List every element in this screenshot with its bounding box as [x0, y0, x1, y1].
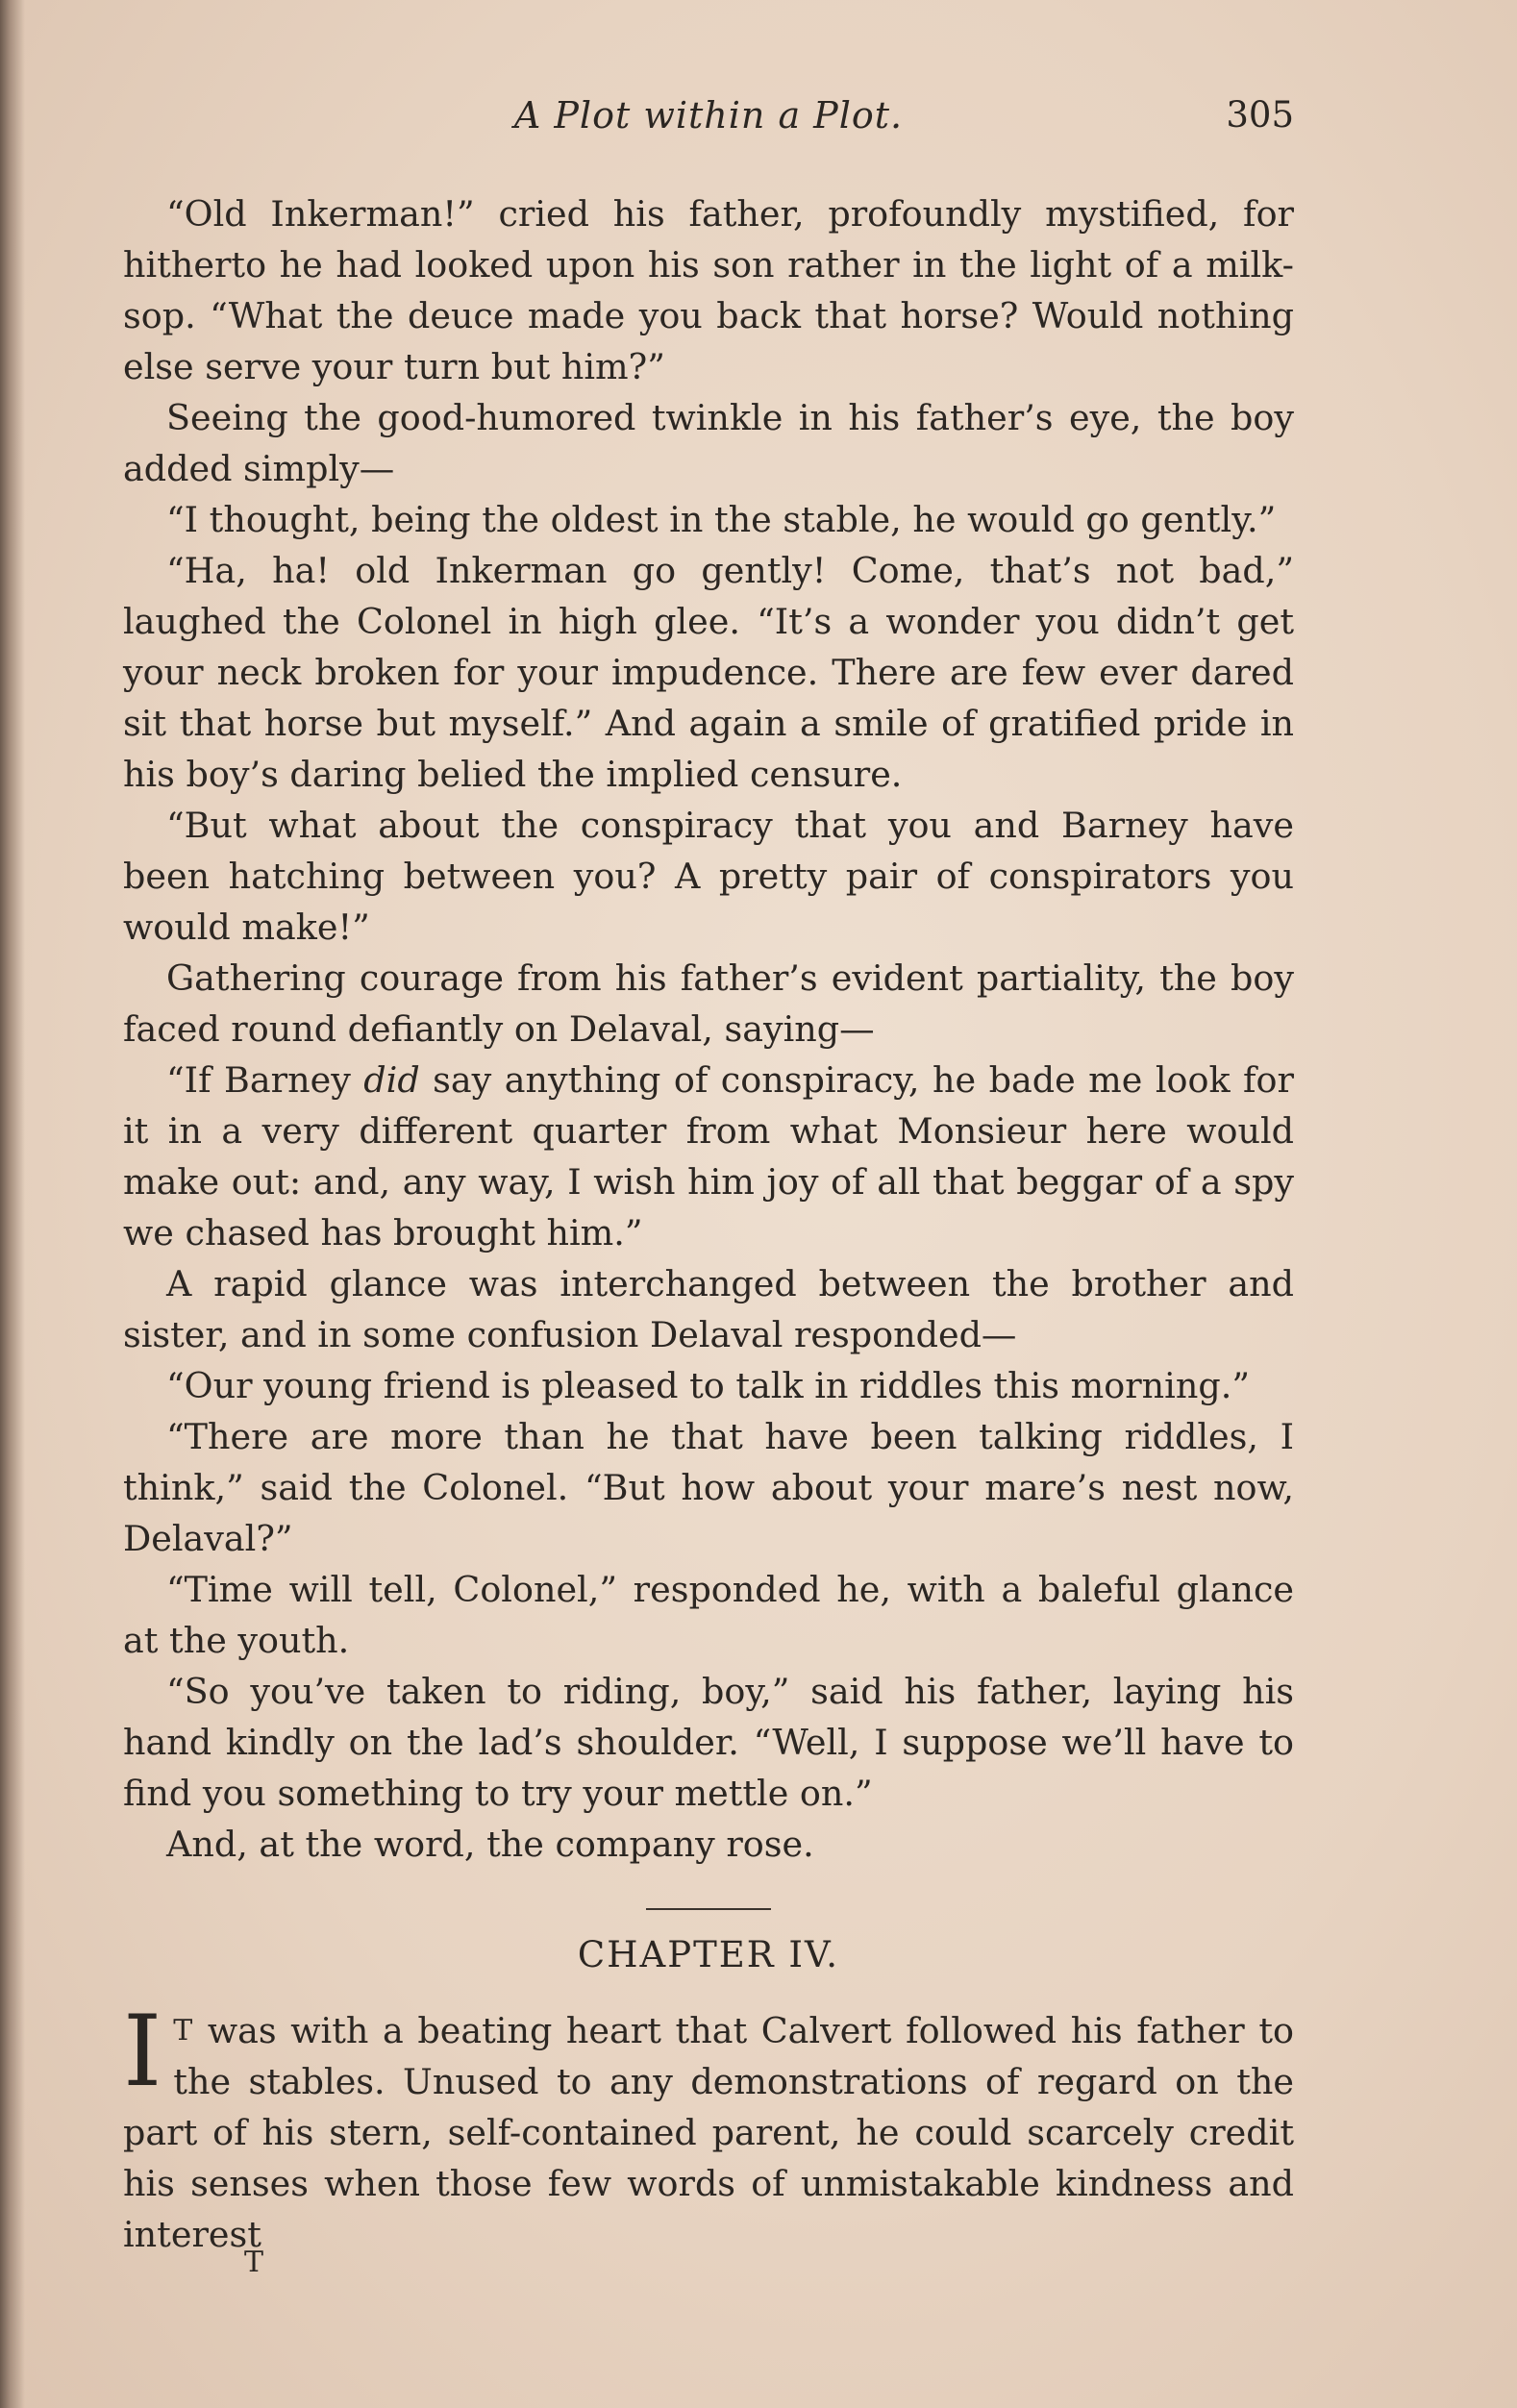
signature-mark: T [244, 2246, 264, 2279]
emphasis-text: did [363, 1059, 420, 1101]
drop-cap: I [123, 1995, 162, 2109]
body-text [123, 188, 1294, 2260]
chapter-heading: CHAPTER IV. [577, 1934, 840, 1975]
paragraph: “I thought, being the oldest in the stable, he would go gently.” [166, 499, 1277, 540]
paragraph: “But what about the conspiracy that you and Barney have been hatching between you? A pretty pair of conspirators you would make!” [123, 805, 1294, 948]
paragraph: “So you’ve taken to riding, boy,” said his father, laying his hand kindly on the lad’s shoulder. “Well, I suppose we’ll have to find you something to try your mettle on.” [123, 1671, 1294, 1814]
chapter-divider [646, 1908, 771, 1910]
paragraph: Seeing the good-humored twinkle in his father’s eye, the boy added simply— [123, 397, 1294, 489]
paragraph: And, at the word, the company rose. [166, 1824, 814, 1865]
chapter-opening-paragraph [123, 1995, 1294, 2260]
paragraph-text: was with a beating heart that Calvert followed his father to the stables. Unused to any demonstrations of regard on the part of his stern, self-contained parent, he could scarcely credit his senses when those few words of unmistakable kindness and interest [123, 2010, 1294, 2255]
paragraph-text: say anything of conspiracy, he bade me look for it in a very different quarter from what Monsieur here would make out: and, any way, I wish him joy of all that beggar of a spy we chased has brought him.” [123, 1059, 1294, 1254]
paragraph [123, 1055, 1294, 1258]
paragraph: “Our young friend is pleased to talk in riddles this morning.” [166, 1365, 1250, 1406]
page-number: 305 [1226, 94, 1294, 136]
binding-shadow [0, 0, 25, 2408]
paragraph: “Old Inkerman!” cried his father, profoundly mystified, for hitherto he had looked upon his son rather in the light of a milk-sop. “What the deuce made you back that horse? Would nothing else serve your turn but him?” [123, 193, 1294, 387]
small-caps-text: T [173, 2014, 194, 2048]
running-title: A Plot within a Plot. [513, 94, 904, 137]
paragraph: “Time will tell, Colonel,” responded he, with a baleful glance at the youth. [123, 1569, 1294, 1661]
paragraph: Gathering courage from his father’s evident partiality, the boy faced round defiantly on Delaval, saying— [123, 957, 1294, 1050]
paragraph: A rapid glance was interchanged between the brother and sister, and in some confusion Delaval responded— [123, 1263, 1294, 1355]
paragraph-text: “If Barney [166, 1059, 364, 1101]
paragraph: “Ha, ha! old Inkerman go gently! Come, that’s not bad,” laughed the Colonel in high glee. “It’s a wonder you didn’t get your neck broken for your impudence. There are few ever dared sit that horse but myself.” And again a smile of gratified pride in his boy’s daring belied the implied censure. [123, 550, 1294, 795]
running-head [123, 94, 1294, 152]
paragraph: “There are more than he that have been talking riddles, I think,” said the Colonel. “But how about your mare’s nest now, Delaval?” [123, 1416, 1294, 1559]
